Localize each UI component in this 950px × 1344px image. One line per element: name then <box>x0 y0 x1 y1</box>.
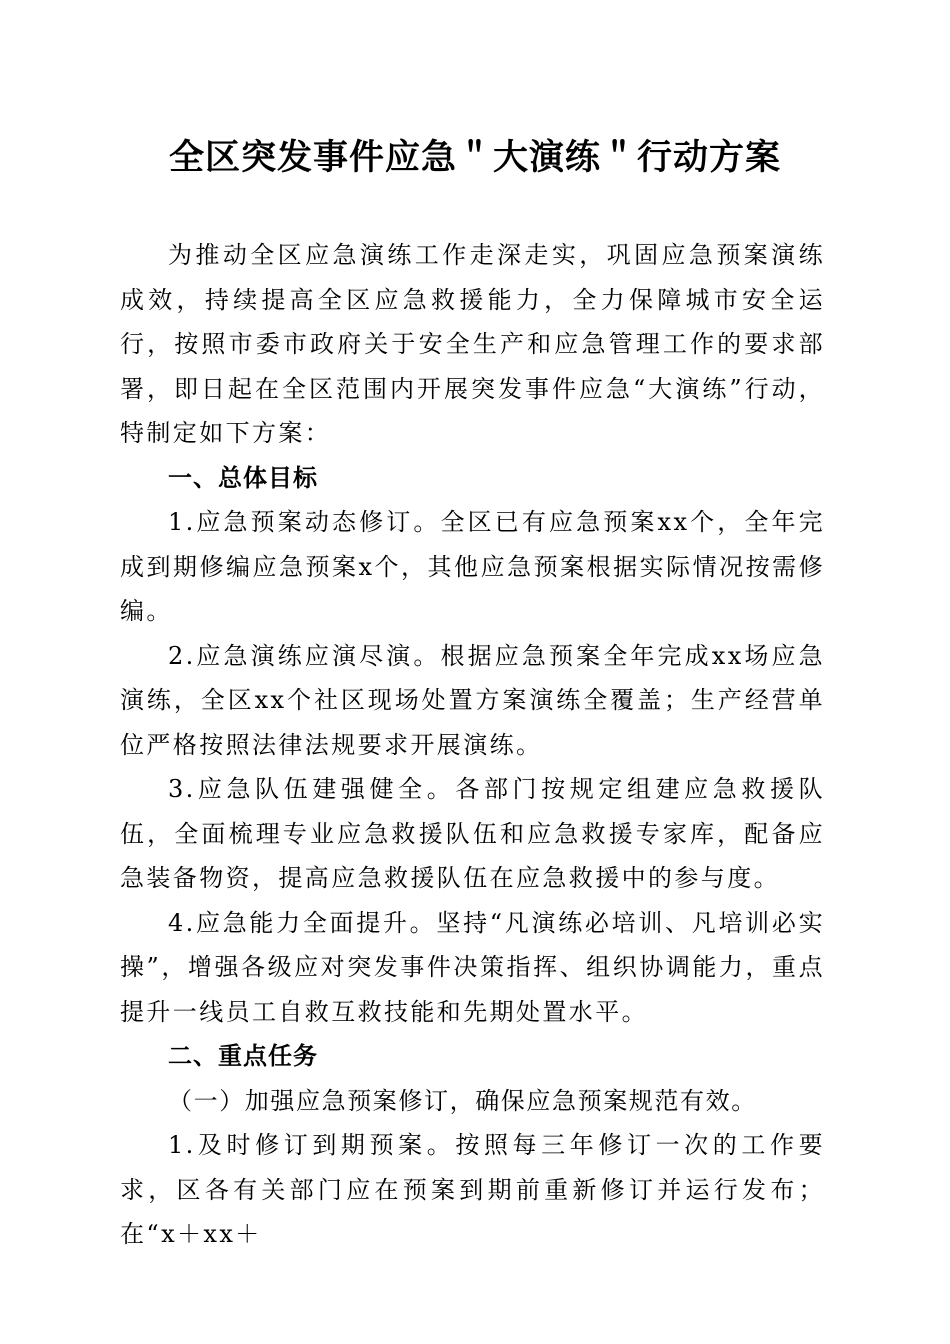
goal-item: 2.应急演练应演尽演。根据应急预案全年完成xx场应急演练，全区xx个社区现场处置方案演练全覆盖；生产经营单位严格按照法律法规要求开展演练。 <box>120 641 825 759</box>
task-item: 1.及时修订到期预案。按照每三年修订一次的工作要求，区各有关部门应在预案到期前重新修订并运行发布；在“x＋xx＋ <box>120 1131 825 1248</box>
goal-item: 1.应急预案动态修订。全区已有应急预案xx个，全年完成到期修编应急预案x个，其他应急预案根据实际情况按需修编。 <box>120 508 825 625</box>
goal-item: 3.应急队伍建强健全。各部门按规定组建应急救援队伍，全面梳理专业应急救援队伍和应急救援专家库，配备应急装备物资，提高应急救援队伍在应急救援中的参与度。 <box>120 775 825 892</box>
document-body <box>120 233 825 1257</box>
goal-item: 4.应急能力全面提升。坚持“凡演练必培训、凡培训必实操”，增强各级应对突发事件决策指挥、组织协调能力，重点提升一线员工自救互救技能和先期处置水平。 <box>120 908 825 1026</box>
section-heading-key-tasks: 二、重点任务 <box>168 1042 318 1070</box>
document-title: 全区突发事件应急＂大演练＂行动方案 <box>168 137 781 178</box>
section-heading-overall-goals: 一、总体目标 <box>168 463 318 492</box>
intro-paragraph: 为推动全区应急演练工作走深走实，巩固应急预案演练成效，持续提高全区应急救援能力，全力保障城市安全运行，按照市委市政府关于安全生产和应急管理工作的要求部署，即日起在全区范围内开展突发事件应急“大演练”行动，特制定如下方案： <box>120 241 825 447</box>
task-subheading: （一）加强应急预案修订，确保应急预案规范有效。 <box>168 1086 757 1115</box>
